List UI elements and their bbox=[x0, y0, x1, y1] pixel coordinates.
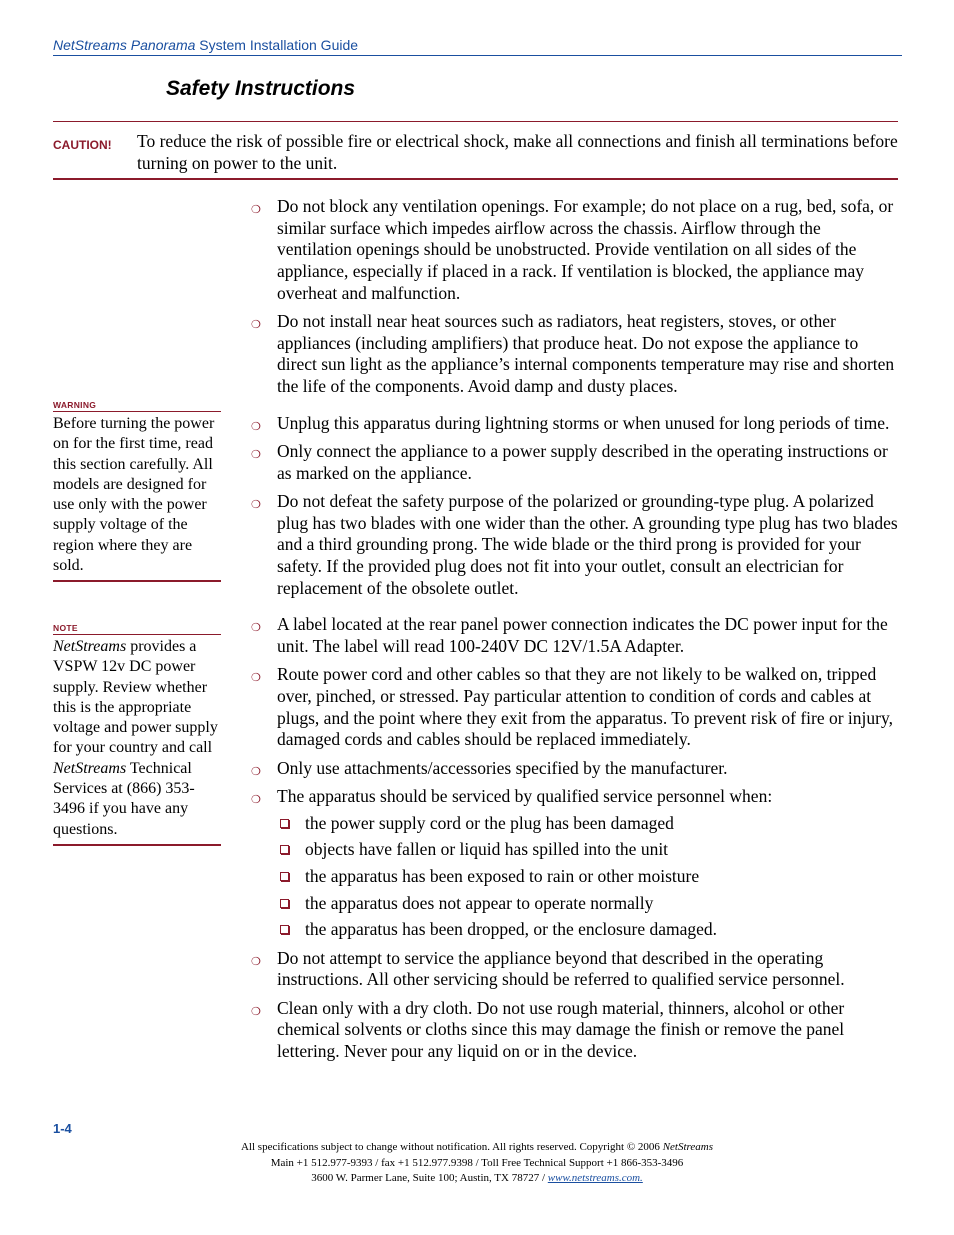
bullet-icon: ❍ bbox=[251, 764, 261, 778]
list-item: ❍ Only use attachments/accessories specified by the manufacturer. bbox=[248, 758, 898, 780]
list-item: ❍ Do not block any ventilation openings. For example; do not place on a rug, bed, sofa, or similar surface which impedes airflow across the chassis. Airflow through the ventilation openings should be unobstructed. Provide ventilation on all sides of the appliance, especially if placed in a rack. If ventilation is blocked, the appliance may overheat and malfunction. bbox=[251, 196, 894, 303]
note-text: NetStreams provides a VSPW 12v DC power supply. Review whether this is the appropriate voltage and power supply for your country and call NetStreams Technical Services at (866) 353-3496 if you have any questions. bbox=[53, 635, 221, 846]
footer-contact: Main +1 512.977-9393 / fax +1 512.977.9398 / Toll Free Technical Support +1 866-353-3496 bbox=[270, 1156, 684, 1169]
note-label: NOTE bbox=[53, 624, 221, 635]
bullet-icon: ❍ bbox=[251, 671, 261, 685]
square-bullet-icon bbox=[280, 845, 289, 854]
square-bullet-icon bbox=[280, 899, 289, 908]
sub-list-item: the power supply cord or the plug has been damaged bbox=[277, 813, 898, 835]
list-item: ❍ Do not defeat the safety purpose of the polarized or grounding-type plug. A polarized plug has two blades with one wider than the other. A grounding type plug has two blades and a third grounding prong. The wide blade or the third prong is provided for your safety. If the provided plug does not fit into your outlet, consult an electrician for replacement of the obsolete outlet. bbox=[251, 490, 898, 598]
bullet-icon: ❍ bbox=[251, 203, 261, 216]
page-number: 1-4 bbox=[53, 1121, 72, 1136]
sub-list-item: the apparatus has been exposed to rain or other moisture bbox=[277, 866, 898, 888]
list-item: ❍ Unplug this apparatus during lightning storms or when unused for long periods of time. bbox=[248, 413, 898, 435]
square-bullet-icon bbox=[280, 925, 289, 934]
square-bullet-icon bbox=[280, 819, 289, 828]
list-item: ❍ Route power cord and other cables so that they are not likely to be walked on, tripped over, pinched, or stressed. Pay particular attention to condition of cords and cables at plugs, and the point where they exit from the apparatus. To prevent risk of fire or injury, damaged cords and cables should be replaced immediately. bbox=[251, 664, 893, 750]
footer bbox=[0, 1140, 954, 1187]
bullet-icon: ❍ bbox=[251, 1004, 261, 1018]
footer-address: 3600 W. Parmer Lane, Suite 100; Austin, TX 78727 / www.netstreams.com. bbox=[311, 1172, 643, 1184]
bullet-icon: ❍ bbox=[251, 621, 261, 635]
list-item: ❍ The apparatus should be serviced by qualified service personnel when: the power supply cord or the plug has been damaged objects have fallen or liquid has spilled into the unit the apparatus has been exposed to rain or other moisture the apparatus does not appear to operate normally the apparatus has been dropped, or the enclosure damaged. bbox=[248, 786, 898, 941]
note-block bbox=[53, 624, 221, 846]
warning-text: Before turning the power on for the first time, read this section carefully. All models are designed for use only with the power supply voltage of the region where they are sold. bbox=[53, 412, 221, 582]
bullet-icon: ❍ bbox=[251, 318, 261, 332]
sub-list-item: the apparatus does not appear to operate normally bbox=[277, 893, 898, 915]
caution-text: To reduce the risk of possible fire or electrical shock, make all connections and finish all terminations before turning on power to the unit. bbox=[137, 131, 898, 173]
note-brand-2: NetStreams bbox=[53, 759, 127, 777]
bullet-icon: ❍ bbox=[251, 419, 261, 433]
safety-list bbox=[248, 196, 898, 1069]
footer-brand: NetStreams bbox=[662, 1141, 713, 1153]
service-conditions-list bbox=[277, 813, 898, 942]
bullet-icon: ❍ bbox=[251, 448, 261, 462]
note-brand: NetStreams bbox=[53, 638, 127, 655]
warning-note bbox=[53, 401, 221, 582]
list-item: ❍ Only connect the appliance to a power supply described in the operating instructions or as marked on the appliance. bbox=[251, 441, 888, 483]
header-title: System Installation Guide bbox=[195, 37, 359, 53]
caution-block bbox=[53, 121, 898, 180]
square-bullet-icon bbox=[280, 872, 289, 881]
list-item: ❍ A label located at the rear panel power connection indicates the DC power input for the unit. The label will read 100-240V DC 12V/1.5A Adapter. bbox=[251, 614, 888, 657]
footer-copyright: All specifications subject to change without notification. All rights reserved. Copyright © 2006 NetStreams bbox=[240, 1141, 713, 1153]
bullet-icon: ❍ bbox=[251, 497, 261, 511]
list-item: ❍ Clean only with a dry cloth. Do not use rough material, thinners, alcohol or other chemical solvents or cloths since this may damage the finish or remove the panel lettering. Never pour any liquid on or in the device. bbox=[251, 997, 845, 1061]
running-header bbox=[53, 37, 902, 56]
page-title: Safety Instructions bbox=[166, 77, 356, 100]
list-item: ❍ Do not install near heat sources such as radiators, heat registers, stoves, or other appliances (including amplifiers) that produce heat. Do not expose the appliance to direct sun light as the appliance’s internal components temperature may rise and shorten the life of the components. Avoid damp and dusty places. bbox=[251, 311, 895, 397]
header-brand: NetStreams Panorama bbox=[53, 37, 196, 53]
bullet-icon: ❍ bbox=[251, 792, 261, 806]
bullet-icon: ❍ bbox=[251, 954, 261, 968]
sub-list-item: objects have fallen or liquid has spilled into the unit bbox=[277, 839, 898, 861]
website-link[interactable]: www.netstreams.com. bbox=[547, 1172, 643, 1184]
sub-list-item: the apparatus has been dropped, or the enclosure damaged. bbox=[277, 919, 898, 941]
caution-label: CAUTION! bbox=[53, 138, 112, 152]
list-item: ❍ Do not attempt to service the appliance beyond that described in the operating instructions. All other servicing should be referred to qualified service personnel. bbox=[251, 947, 845, 990]
warning-label: WARNING bbox=[53, 401, 221, 412]
